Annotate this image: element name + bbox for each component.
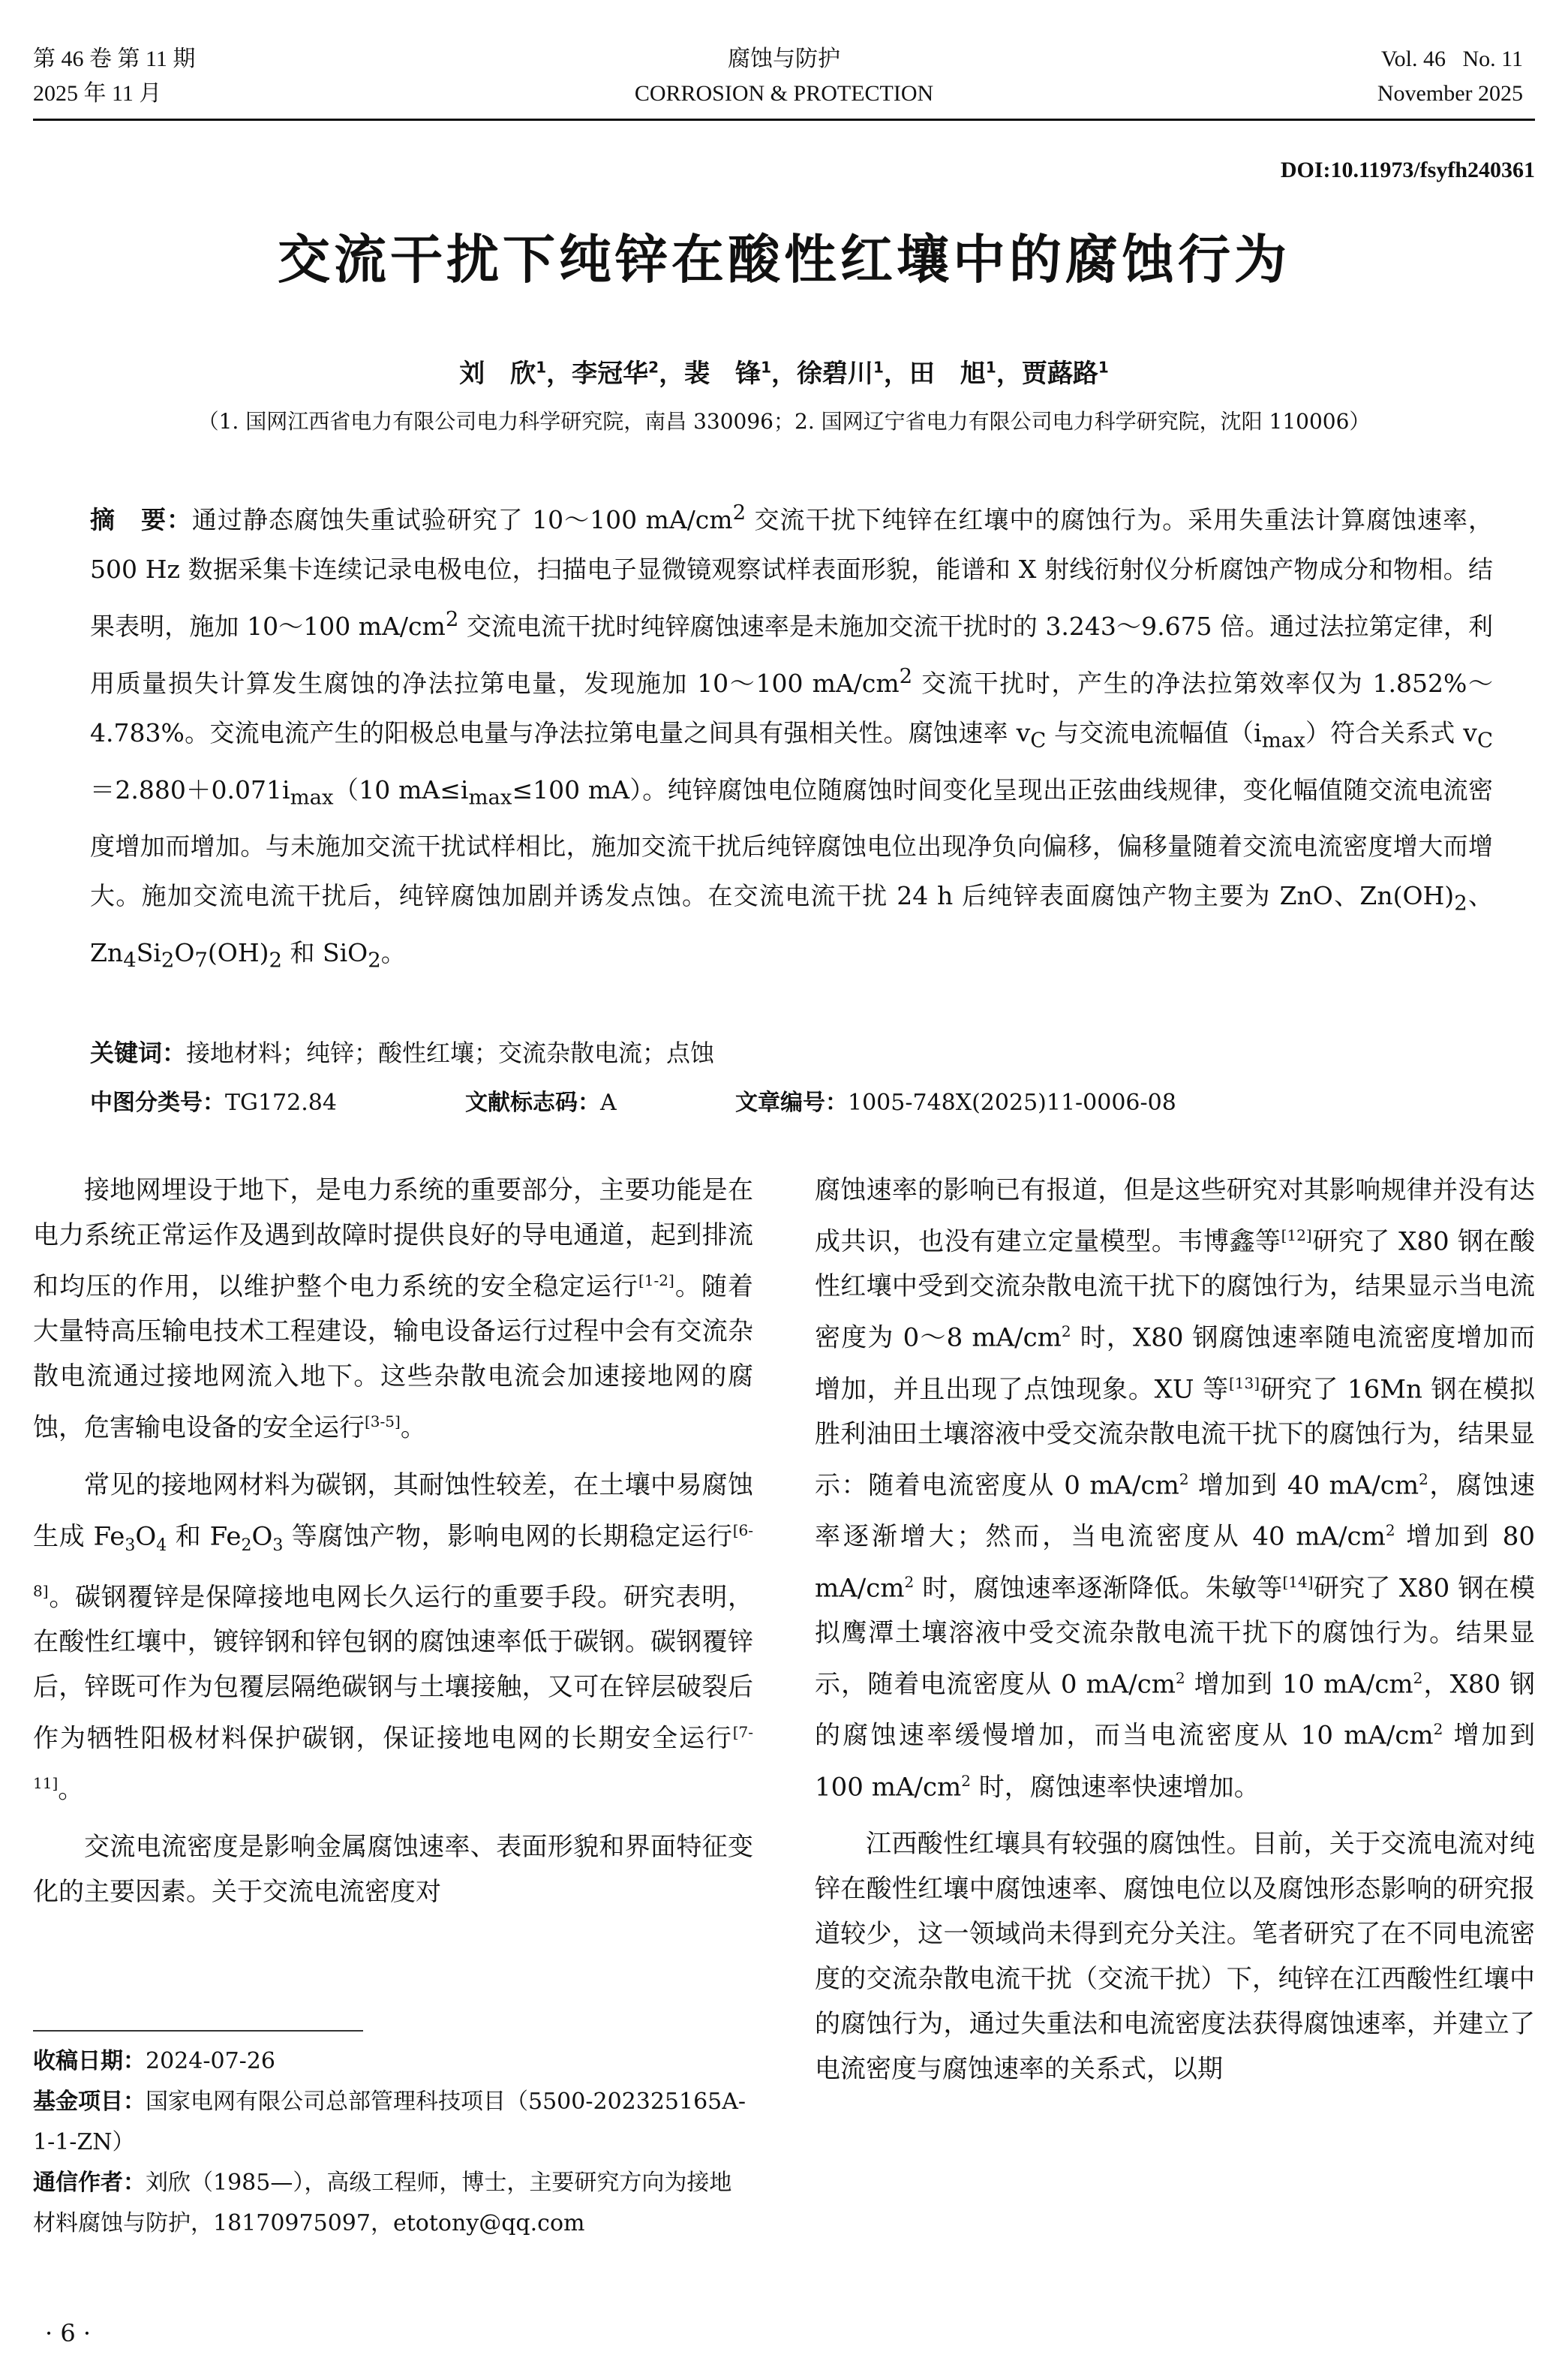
- corresponding-author: [33, 2163, 753, 2244]
- body-paragraph: 腐蚀速率的影响已有报道，但是这些研究对其影响规律并没有达成共识，也没有建立定量模型。韦博鑫等[12]研究了 X80 钢在酸性红壤中受到交流杂散电流干扰下的腐蚀行为，结果显示当电流密度为 0～8 $mA/cm^2$ 时，X80 钢腐蚀速率随电流密度增加而增加，并且出现了点蚀现象。XU 等[13]研究了 16Mn 钢在模拟胜利油田土壤溶液中受交流杂散电流干扰下的腐蚀行为，结果显示：随着电流密度从 0 $mA/cm^2$ 增加到 40 $mA/cm^2$，腐蚀速率逐渐增大；然而，当电流密度从 40 $mA/cm^2$ 增加到 80 $mA/cm^2$ 时，腐蚀速率逐渐降低。朱敏等[14]研究了 X80 钢在模拟鹰潭土壤溶液中受交流杂散电流干扰下的腐蚀行为。结果显示，随着电流密度从 0 $mA/cm^2$ 增加到 10 $mA/cm^2$，X80 钢的腐蚀速率缓慢增加，而当电流密度从 10 $mA/cm^2$ 增加到 100 $mA/cm^2$ 时，腐蚀速率快速增加。: [815, 1175, 1536, 1802]
- author: 刘 欣: [459, 359, 536, 389]
- clc-label: 中图分类号：: [90, 1090, 225, 1116]
- keywords-label: 关键词：: [90, 1039, 187, 1067]
- received-date: [33, 2041, 753, 2082]
- received-label: 收稿日期：: [33, 2048, 146, 2074]
- received-value: 2024-07-26: [146, 2048, 275, 2074]
- citation[interactable]: [6-8]: [33, 1520, 753, 1600]
- right-column: [815, 1168, 1535, 2092]
- author: 李冠华: [572, 359, 649, 389]
- author-affil-mark: 1: [1098, 358, 1109, 377]
- journal-name-cn: 腐蚀与防护: [728, 46, 840, 72]
- author: 徐碧川: [797, 359, 873, 389]
- funding: [33, 2082, 753, 2163]
- left-column: [33, 1168, 753, 1914]
- abstract-label: 摘 要：: [90, 505, 192, 534]
- clc-number: [90, 1084, 337, 1117]
- issue-date: 2025 年 11 月: [33, 81, 162, 106]
- author-affil-mark: 1: [873, 358, 884, 377]
- journal-issue-en: [1377, 42, 1523, 111]
- volume-issue-en: Vol. 46 No. 11: [1380, 47, 1523, 71]
- doi[interactable]: DOI:10.11973/fsyfh240361: [1280, 158, 1535, 182]
- body-paragraph: 江西酸性红壤具有较强的腐蚀性。目前，关于交流电流对纯锌在酸性红壤中腐蚀速率、腐蚀电位以及腐蚀形态影响的研究报道较少，这一领域尚未得到充分关注。笔者研究了在不同电流密度的交流杂散电流干扰（交流干扰）下，纯锌在江西酸性红壤中的腐蚀行为，通过失重法和电流密度法获得腐蚀速率，并建立了电流密度与腐蚀速率的关系式，以期: [815, 1828, 1535, 2084]
- affiliations: （1. 国网江西省电力有限公司电力科学研究院，南昌 330096；2. 国网辽宁省电力有限公司电力科学研究院，沈阳 110006）: [197, 409, 1371, 434]
- citation[interactable]: [12]: [1281, 1226, 1312, 1244]
- author: 田 旭: [909, 359, 986, 389]
- article-number: [735, 1084, 1176, 1117]
- article-number-value: 1005-748X(2025)11-0006-08: [848, 1090, 1176, 1116]
- author-affil-mark: 2: [648, 358, 659, 377]
- author-affil-mark: 1: [985, 358, 996, 377]
- journal-name-en: CORROSION & PROTECTION: [634, 81, 934, 106]
- corresponding-author-label: 通信作者：: [33, 2170, 146, 2196]
- citation[interactable]: [7-11]: [33, 1723, 753, 1793]
- header-rule: [33, 119, 1535, 121]
- author: 裴 锋: [684, 359, 761, 389]
- body-paragraph: 常见的接地网材料为碳钢，其耐蚀性较差，在土壤中易腐蚀生成 $Fe_3O_4$ 和 $Fe_2O_3$ 等腐蚀产物，影响电网的长期稳定运行[6-8]。碳钢覆锌是保障接地电网长久运行的重要手段。研究表明，在酸性红壤中，镀锌钢和锌包钢的腐蚀速率低于碳钢。碳钢覆锌后，锌既可作为包覆层隔绝碳钢与土壤接触，又可在锌层破裂后作为牺牲阳极材料保护碳钢，保证接地电网的长期安全运行[7-11]。: [33, 1469, 753, 1805]
- doc-code-label: 文献标志码：: [465, 1090, 600, 1116]
- author-affil-mark: 1: [536, 358, 547, 377]
- funding-value: 国家电网有限公司总部管理科技项目（5500-202325165A-1-1-ZN）: [33, 2089, 746, 2155]
- keywords-text: 接地材料；纯锌；酸性红壤；交流杂散电流；点蚀: [186, 1039, 715, 1067]
- abstract: 摘 要：通过静态腐蚀失重试验研究了 10～100 $mA/cm^2$ 交流干扰下纯锌在红壤中的腐蚀行为。采用失重法计算腐蚀速率，500 Hz 数据采集卡连续记录电极电位，扫描电子显微镜观察试样表面形貌，能谱和 X 射线衍射仪分析腐蚀产物成分和物相。结果表明，施加 10～100 $mA/cm^2$ 交流电流干扰时纯锌腐蚀速率是未施加交流干扰时的 3.243～9.675 倍。通过法拉第定律，利用质量损失计算发生腐蚀的净法拉第电量，发现施加 10～100 $mA/cm^2$ 交流干扰时，产生的净法拉第效率仅为 1.852%～4.783%。交流电流产生的阳极总电量与净法拉第电量之间具有强相关性。腐蚀速率 $v_C$ 与交流电流幅值$(i_{max})$符合关系式 $v_C=2.880+0.071i_{max}(10$ $mA\le i_{max}\le 100$ mA）。纯锌腐蚀电位随腐蚀时间变化呈现出正弦曲线规律，变化幅值随交流电流密度增加而增加。与未施加交流干扰试样相比，施加交流干扰后纯锌腐蚀电位出现净负向偏移，偏移量随着交流电流密度增大而增大。施加交流电流干扰后，纯锌腐蚀加剧并诱发点蚀。在交流电流干扰 24 h 后纯锌表面腐蚀产物主要为 ZnO、$Zn(OH)_2$、$Zn_4Si_2O_7(OH)_2$ 和 SiO$_2$。: [90, 501, 1494, 973]
- citation[interactable]: [1-2]: [638, 1271, 674, 1289]
- article-number-label: 文章编号：: [735, 1090, 848, 1116]
- journal-name: [0, 42, 1568, 111]
- funding-label: 基金项目：: [33, 2089, 146, 2115]
- document-code: [465, 1084, 617, 1117]
- doc-code-value: A: [600, 1090, 617, 1116]
- footnote-rule: [33, 2030, 363, 2032]
- body-paragraph: 交流电流密度是影响金属腐蚀速率、表面形貌和界面特征变化的主要因素。关于交流电流密度对: [33, 1831, 753, 1907]
- keywords: [90, 1034, 714, 1069]
- volume-issue: 第 46 卷 第 11 期: [33, 47, 196, 71]
- issue-date-en: November 2025: [1377, 81, 1523, 106]
- citation[interactable]: [3-5]: [365, 1412, 401, 1431]
- page-number: · 6 ·: [45, 2319, 92, 2347]
- author-list: 刘 欣$^1$，李冠华$^2$，裴 锋$^1$，徐碧川$^1$，田 旭$^1$，贾蕗路$^1$: [459, 358, 1109, 389]
- corresponding-author-value: 刘欣（1985—），高级工程师，博士，主要研究方向为接地材料腐蚀与防护，18170975097，etotony@qq.com: [33, 2170, 732, 2236]
- article-title: 交流干扰下纯锌在酸性红壤中的腐蚀行为: [278, 229, 1290, 290]
- citation[interactable]: [13]: [1228, 1373, 1260, 1392]
- body-paragraph: 接地网埋设于地下，是电力系统的重要部分，主要功能是在电力系统正常运作及遇到故障时提供良好的导电通道，起到排流和均压的作用，以维护整个电力系统的安全稳定运行[1-2]。随着大量特高压输电技术工程建设，输电设备运行过程中会有交流杂散电流通过接地网流入地下。这些杂散电流会加速接地网的腐蚀，危害输电设备的安全运行[3-5]。: [33, 1175, 754, 1443]
- citation[interactable]: [14]: [1282, 1572, 1314, 1591]
- author-affil-mark: 1: [761, 358, 771, 377]
- author: 贾蕗路: [1021, 359, 1098, 389]
- clc-value: TG172.84: [225, 1090, 337, 1116]
